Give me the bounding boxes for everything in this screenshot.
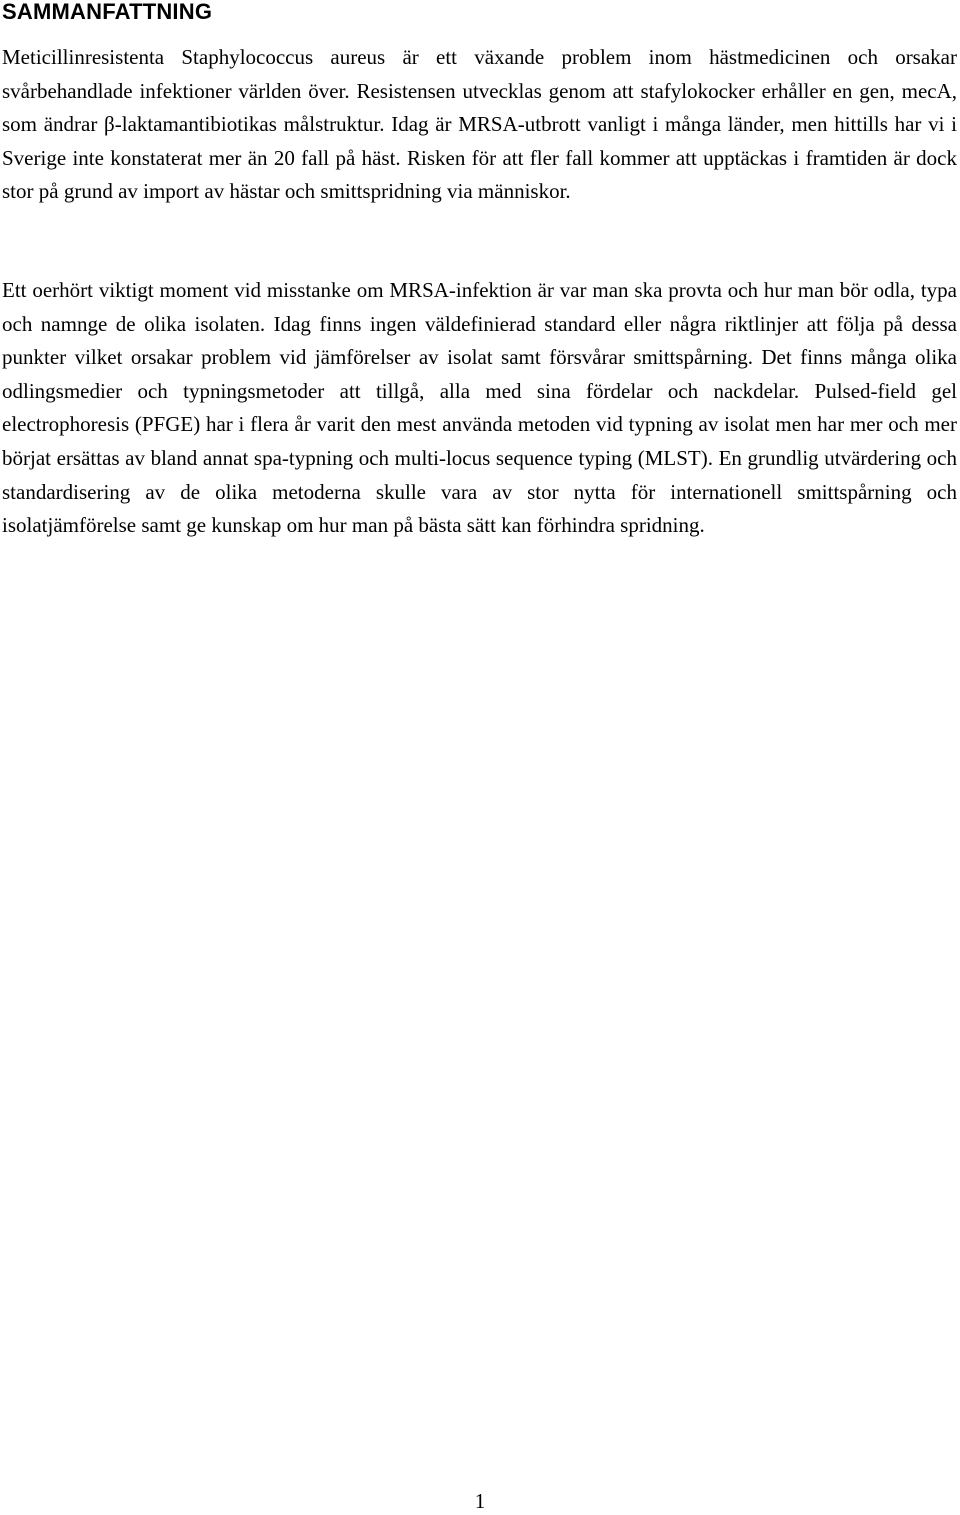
page-number: 1 [474,1489,486,1513]
summary-paragraph-1: Meticillinresistenta Staphylococcus aureus är ett växande problem inom hästmedicinen och orsakar svårbehandlade infektioner världen över. Resistensen utvecklas genom att stafylokocker erhåller en gen, mecA, som ändrar β-laktamantibiotikas målstruktur. Idag är MRSA-utbrott vanligt i många länder, men hittills har vi i Sverige inte konstaterat mer än 20 fall på häst. Risken för att fler fall kommer att upptäckas i framtiden är dock stor på grund av import av hästar och smittspridning via människor. [2,45,957,204]
summary-paragraph-2: Ett oerhört viktigt moment vid misstanke om MRSA-infektion är var man ska provta och hur man bör odla, typa och namnge de olika isolaten. Idag finns ingen väldefinierad standard eller några riktlinjer att följa på dessa punkter vilket orsakar problem vid jämförelser av isolat samt försvårar smittspårning. Det finns många olika odlingsmedier och typningsmetoder att tillgå, alla med sina fördelar och nackdelar. Pulsed-field gel electrophoresis (PFGE) har i flera år varit den mest använda metoden vid typning av isolat men har mer och mer börjat ersättas av bland annat spa-typning och multi-locus sequence typing (MLST). En grundlig utvärdering och standardisering av de olika metoderna skulle vara av stor nytta för internationell smittspårning och isolatjämförelse samt ge kunskap om hur man på bästa sätt kan förhindra spridning. [2,278,957,538]
section-heading: SAMMANFATTNING [2,0,213,24]
